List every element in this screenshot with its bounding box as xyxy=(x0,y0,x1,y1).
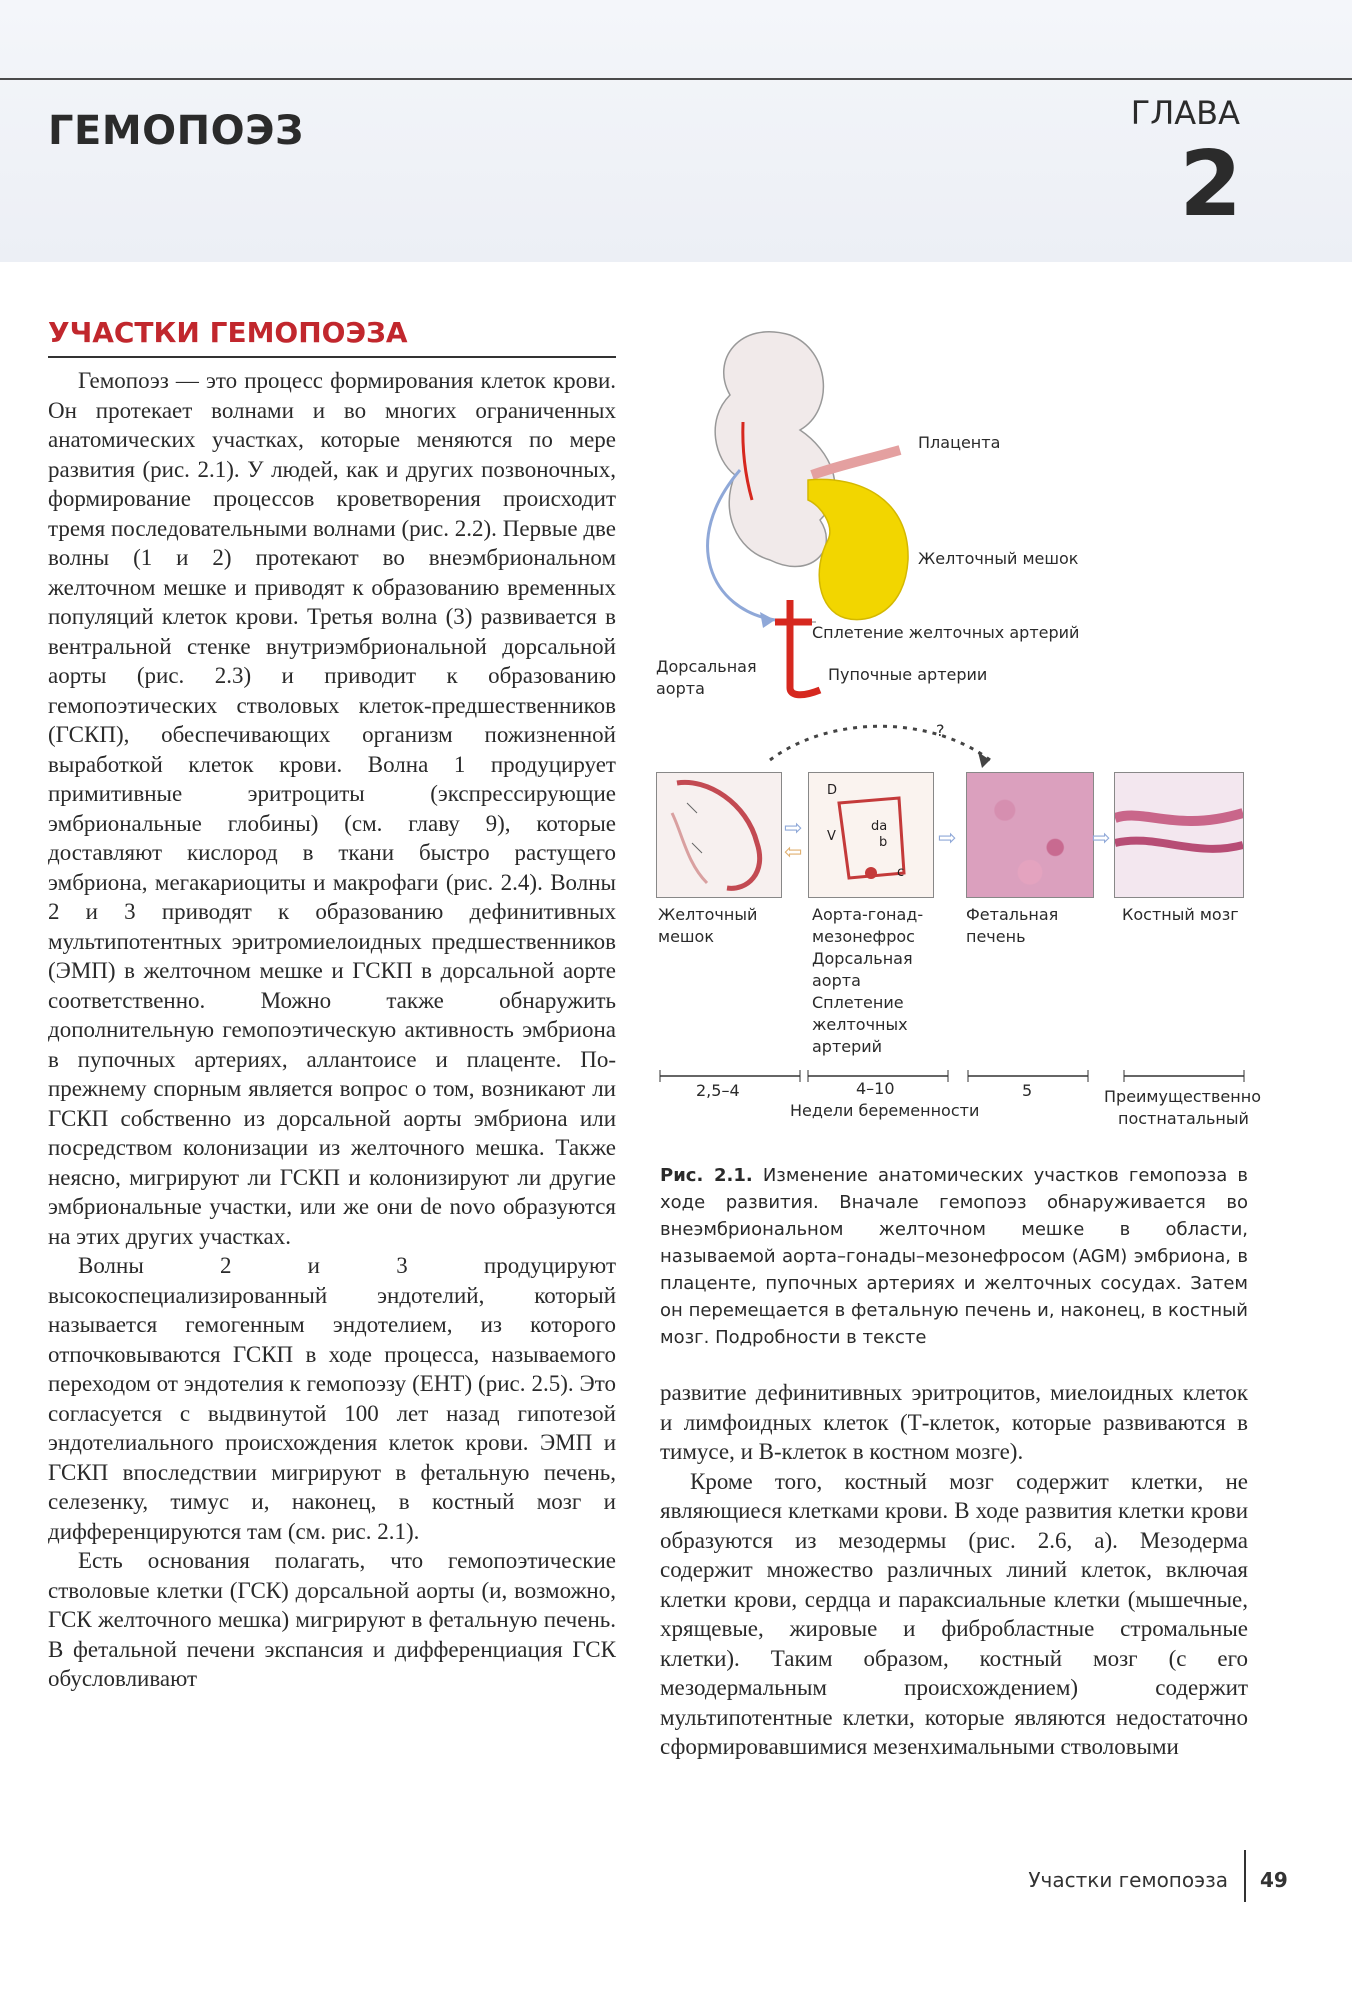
paragraph: Гемопоэз — это процесс формирования клеток крови. Он протекает волнами и во многих ограниченных анатомических участках, которые меняются по мере развития (рис. 2.1). У людей, как и других позвоночных, формирование процессов кроветворения происходит тремя последовательными волнами (рис. 2.2). Первые две волны (1 и 2) протекают во внеэмбриональном желточном мешке и приводят к образованию временных популяций клеток крови. Третья волна (3) развивается в вентральной стенке внутриэмбриональной дорсальной аорты (рис. 2.3) и приводит к образованию гемопоэтических стволовых клеток-предшественников (ГСКП), обеспечивающих организм пожизненной выработкой клеток крови. Волна 1 продуцирует примитивные эритроциты (экспрессирующие эмбриональные глобины) (см. главу 9), которые доставляют кислород в ткани быстро растущего эмбриона, мегакариоциты и макрофаги (рис. 2.4). Волны 2 и 3 приводят к образованию дефинитивных мультипотентных эритромиелоидных предшественников (ЭМП) в желточном мешке и ГСКП в дорсальной аорте соответственно. Можно также обнаружить дополнительную гемопоэтическую активность эмбриона в пупочных артериях, аллантоисе и плаценте. По-прежнему спорным является вопрос о том, возникают ли ГСКП собственно из дорсальной аорты эмбриона или посредством колонизации из желточного мешка. Также неясно, мигрируют ли ГСКП и колонизируют ли другие эмбриональные участки, или же они de novo образуются на этих других участках. xyxy=(48,368,616,1249)
panel-label-bone-marrow xyxy=(1122,904,1239,926)
yolk-sac-section xyxy=(657,773,781,897)
label-line: Фетальная xyxy=(966,905,1059,924)
dorsal-aorta-vessel xyxy=(790,600,820,695)
timeline-tick: 5 xyxy=(1022,1081,1033,1100)
timeline-tick: 2,5–4 xyxy=(696,1081,740,1100)
mark-d: D xyxy=(827,783,838,798)
label-dorsal-aorta xyxy=(656,656,757,700)
yolk-sac xyxy=(808,479,908,619)
label-yolk-sac: Желточный мешок xyxy=(918,549,1079,568)
label-line: печень xyxy=(966,927,1026,946)
arrow-right-icon: ⇨ xyxy=(784,816,803,841)
dotted-arrow-head xyxy=(978,752,990,768)
panel-label-fetal-liver xyxy=(966,904,1058,948)
panel-yolk-sac xyxy=(656,772,782,898)
label-question: ? xyxy=(936,721,945,740)
timeline-tick: 4–10 xyxy=(856,1079,895,1098)
paragraph: Есть основания полагать, что гемопоэтические стволовые клетки (ГСК) дорсальной аорты (и, возможно, ГСК желточного мешка) мигрируют в фетальную печень. В фетальной печени экспансия и дифференциация ГСК обусловливают xyxy=(48,1548,616,1691)
paragraph: Кроме того, костный мозг содержит клетки, не являющиеся клетками крови. В ходе развития клетки крови образуются из мезодермы (рис. 2.6, а). Мезодерма содержит множество различных линий клеток, включая клетки крови, сердца и параксиальные клетки (мышечные, хрящевые, жировые и фибробластные стромальные клетки). Таким образом, костный мозг (с его мезодермальным происхождением) содержит мультипотентные клетки, которые являются недостаточно сформировавшимися мезенхимальными стволовыми xyxy=(660,1468,1248,1759)
timeline-tick: постнатальный xyxy=(1118,1109,1249,1128)
chapter-title: ГЕМОПОЭЗ xyxy=(48,108,304,154)
label-line: мешок xyxy=(658,927,715,946)
label-line: Костный мозг xyxy=(1122,905,1239,924)
chapter-number: 2 xyxy=(1179,132,1242,237)
panel-fetal-liver xyxy=(966,772,1094,898)
embryo-body xyxy=(715,332,835,567)
label-line: артерий xyxy=(812,1037,883,1056)
mark-b: b xyxy=(879,835,888,850)
label-line: Желточный xyxy=(658,905,758,924)
chapter-label: ГЛАВА xyxy=(1130,94,1240,132)
timeline-tick: Преимущественно xyxy=(1104,1087,1261,1106)
paragraph: развитие дефинитивных эритроцитов, миелоидных клеток и лимфоидных клеток (Т-клеток, которые развиваются в тимусе, и В-клеток в костном мозге). xyxy=(660,1380,1248,1464)
label-line: Аорта-гонад- xyxy=(812,905,924,924)
panel-bone-marrow xyxy=(1114,772,1244,898)
panel-label-agm xyxy=(812,904,923,1058)
page-number: 49 xyxy=(1260,1868,1288,1892)
arrow-right-icon: ⇨ xyxy=(938,826,957,851)
caption-label: Рис. 2.1. xyxy=(660,1165,753,1186)
label-umbilical-arteries: Пупочные артерии xyxy=(828,665,988,684)
dotted-arrow xyxy=(770,726,990,760)
header-rule xyxy=(0,78,1352,80)
mark-v: V xyxy=(827,829,836,844)
section-title: УЧАСТКИ ГЕМОПОЭЗА xyxy=(48,316,408,349)
bone-marrow-section xyxy=(1115,773,1243,897)
footer-divider xyxy=(1244,1850,1246,1902)
mark-c: c xyxy=(897,865,905,880)
label-vitelline-plexus: Сплетение желточных артерий xyxy=(812,623,1080,642)
mark-da: da xyxy=(871,819,888,834)
arrow-head xyxy=(760,612,775,628)
running-title: Участки гемопоэза xyxy=(1028,1868,1228,1892)
arrow-left-icon: ⇦ xyxy=(784,840,803,865)
label-line: аорта xyxy=(656,679,705,698)
label-line: Сплетение xyxy=(812,993,904,1012)
label-line: желточных xyxy=(812,1015,908,1034)
paragraph: Волны 2 и 3 продуцируют высокоспециализированный эндотелий, который называется гемогенным эндотелием, из которого отпочковываются ГСКП в ходе процесса, называемого переходом от эндотелия к гемопоэзу (ЕНТ) (рис. 2.5). Это согласуется с выдвинутой 100 лет назад гипотезой эндотелиального происхождения клеток крови. ЭМП и ГСКП впоследствии мигрируют в фетальную печень, селезенку, тимус и, наконец, в костный мозг и дифференцируются там (см. рис. 2.1). xyxy=(48,1253,616,1544)
timeline-axis-label: Недели беременности xyxy=(790,1101,980,1120)
panel-agm xyxy=(808,772,934,898)
arrow-right-icon: ⇨ xyxy=(1092,826,1111,851)
label-line: Дорсальная xyxy=(656,657,757,676)
caption-text: Изменение анатомических участков гемопоэза в ходе развития. Вначале гемопоэз обнаруживается во внеэмбриональном желточном мешке в области, называемой аорта–гонады–мезонефросом (AGM) эмбриона, в плаценте, пупочных артериях и желточных сосудах. Затем он перемещается в фетальную печень и, наконец, в костный мозг. Подробности в тексте xyxy=(660,1165,1248,1348)
label-line: аорта xyxy=(812,971,861,990)
panel-label-yolk-sac xyxy=(658,904,757,948)
figure-caption xyxy=(660,1162,1248,1351)
label-line: Дорсальная xyxy=(812,949,913,968)
label-placenta: Плацента xyxy=(918,433,1001,452)
right-column xyxy=(660,1378,1248,1762)
label-line: мезонефрос xyxy=(812,927,915,946)
